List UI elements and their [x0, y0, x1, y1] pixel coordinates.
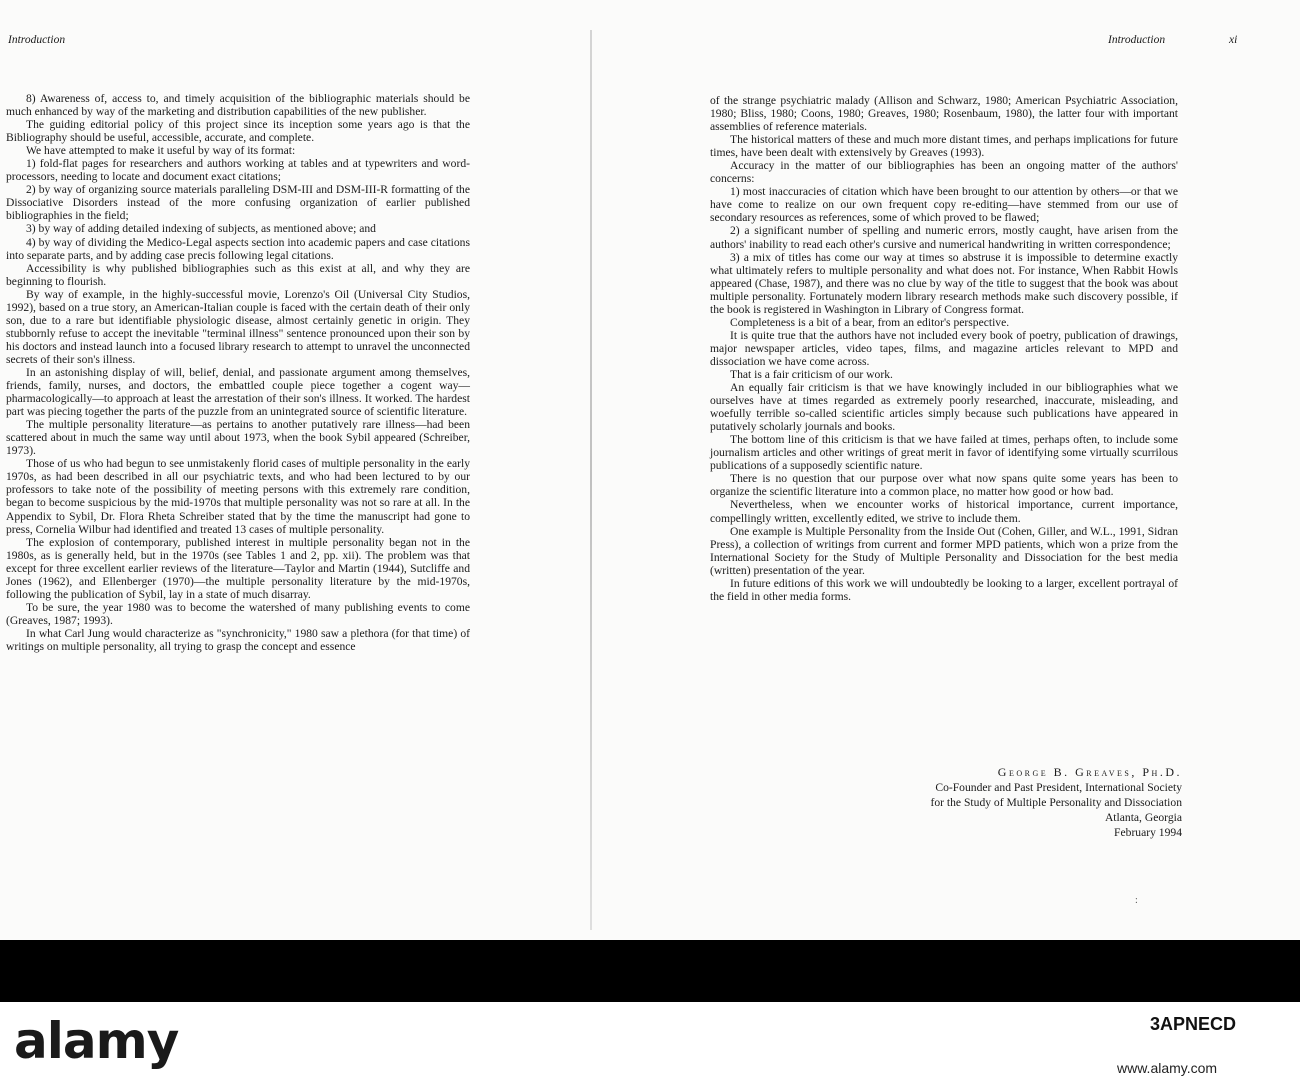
list-item: 4) by way of dividing the Medico-Legal aspects section into academic papers and case citations into separate parts, and by adding case precis following legal citations. — [6, 235, 470, 262]
paragraph: Accessibility is why published bibliographies such as this exist at all, and why they are beginning to flourish. — [6, 261, 470, 288]
author-title-line: Co-Founder and Past President, International Society — [935, 781, 1182, 794]
paragraph: One example is Multiple Personality from the Inside Out (Cohen, Giller, and W.L., 1991, Sidran Press), a collection of writings from current and former MPD patients, which won a prize from the International Society for the Study of Multiple Personality and Dissociation for the best media (written) presentation of the year. — [710, 524, 1178, 577]
image-id: 3APNECD — [1150, 1014, 1237, 1034]
paragraph: In what Carl Jung would characterize as "synchronicity," 1980 saw a plethora (for that time) of writings on multiple personality, all trying to grasp the concept and essence — [6, 626, 470, 653]
paragraph: An equally fair criticism is that we have knowingly included in our bibliographies what we ourselves have at times regarded as extremely poorly researched, inaccurate, misleading, and woefully terrible so-called scientific articles simply because such publications have appeared in putatively scholarly journals and books. — [710, 381, 1178, 434]
paragraph: The historical matters of these and much more distant times, and perhaps implications for future times, have been dealt with extensively by Greaves (1993). — [710, 133, 1178, 160]
paragraph: It is quite true that the authors have not included every book of poetry, publication of drawings, major newspaper articles, video tapes, films, and magazine articles relevant to MPD and dissociation we have come across. — [710, 328, 1178, 368]
paragraph: The guiding editorial policy of this project since its inception some years ago is that the Bibliography should be useful, accessible, accurate, and complete. — [6, 118, 470, 145]
scan-border-band — [0, 940, 1300, 1002]
running-head-left: Introduction — [8, 34, 66, 46]
right-page-text — [710, 94, 1178, 603]
paragraph: Nevertheless, when we encounter works of historical importance, current importance, compellingly written, excellently edited, we strive to include them. — [710, 498, 1178, 525]
author-date: February 1994 — [1114, 826, 1182, 839]
list-item: 1) most inaccuracies of citation which have been brought to our attention by others—or that we have come to realize on our own frequent copy re-editing—have stemmed from our use of secondary resources as references, some of which proved to be flawed; — [710, 185, 1178, 225]
watermark-bar — [0, 1002, 1300, 1089]
paragraph: That is a fair criticism of our work. — [730, 367, 893, 381]
paragraph: Completeness is a bit of a bear, from an editor's perspective. — [730, 315, 1010, 329]
author-city: Atlanta, Georgia — [1104, 811, 1182, 824]
list-item: 2) a significant number of spelling and numeric errors, mostly caught, have arisen from the authors' inability to read each other's cursive and numerical handwriting in written correspondence; — [710, 224, 1178, 251]
paragraph: The explosion of contemporary, published interest in multiple personality began not in the 1980s, as is generally held, but in the 1970s (see Tables 1 and 2, pp. xii). The problem was that except for three excellent earlier reviews of the literature—Taylor and Martin (1944), Sutcliffe and Jones (1962), and Ellenberger (1970)—the multiple personality literature by the mid-1970s, following the publication of Sybil, lay in a state of much disarray. — [6, 535, 470, 601]
paragraph: In future editions of this work we will undoubtedly be looking to a larger, excellent portrayal of the field in other media forms. — [710, 576, 1178, 603]
watermark-url: www.alamy.com — [1117, 1060, 1218, 1076]
author-title-line: for the Study of Multiple Personality and Dissociation — [930, 796, 1182, 809]
list-item: 3) a mix of titles has come our way at times so abstruse it is impossible to determine exactly what ultimately refers to multiple personality and what does not. For instance, When Rabbit Howls appeared (Chase, 1987), and there was no clue by way of the title to suggest that the book was about multiple personality. Fortunately modern library research methods make such discovery possible, if the book is registered in Washington in Library of Congress format. — [710, 250, 1178, 316]
paragraph: There is no question that our purpose over what now spans quite some years has been to organize the scientific literature into a common place, no matter how good or how bad. — [710, 472, 1178, 499]
alamy-logo: alamy — [14, 1012, 179, 1070]
paragraph: Those of us who had begun to see unmistakenly florid cases of multiple personality in the early 1970s, as had been described in all our psychiatric texts, and who had been lectured to by our professors to take note of the possibility of meeting persons with this extremely rare condition, began to become suspicious by the mid-1970s that multiple personality was not so rare at all. In the Appendix to Sybil, Dr. Flora Rheta Schreiber stated that by the time the manuscript had gone to press, Cornelia Wilbur had identified and treated 13 cases of multiple personality. — [6, 457, 470, 536]
page-gutter — [590, 30, 592, 930]
list-item: 2) by way of organizing source materials paralleling DSM-III and DSM-III-R formatting of the Dissociative Disorders instead of the more confusing organization of earlier published bibliographies in the field; — [6, 183, 470, 223]
paragraph: The multiple personality literature—as pertains to another putatively rare illness—had been scattered about in much the same way until about 1973, when the book Sybil appeared (Schreiber, 1973). — [6, 418, 470, 458]
running-head-right: Introduction — [1108, 34, 1166, 46]
paragraph: of the strange psychiatric malady (Allison and Schwarz, 1980; American Psychiatric Association, 1980; Bliss, 1980; Coons, 1980; Greaves, 1980; Rosenbaum, 1980), the latter four with important assemblies of reference materials. — [710, 94, 1178, 134]
paragraph: We have attempted to make it useful by way of its format: — [26, 144, 296, 158]
paragraph: By way of example, in the highly-successful movie, Lorenzo's Oil (Universal City Studios, 1992), based on a true story, an American-Italian couple is faced with the certain death of their only son, due to a rare but identifiable physiologic disease, almost certainly genetic in origin. They stubbornly refuse to accept the inevitable "terminal illness" sentence pronounced upon their son by his doctors and instead launch into a focused library research to attempt to unravel the unconnected secrets of their son's illness. — [6, 287, 470, 366]
paragraph: Accuracy in the matter of our bibliographies has been an ongoing matter of the authors' concerns: — [710, 159, 1178, 186]
stray-mark: : — [1135, 895, 1138, 906]
left-page-text — [6, 92, 470, 653]
signature-block — [860, 765, 1182, 840]
author-name: George B. Greaves, Ph.D. — [997, 765, 1182, 779]
list-item: 3) by way of adding detailed indexing of subjects, as mentioned above; and — [26, 222, 376, 236]
paragraph: In an astonishing display of will, belief, denial, and passionate argument among themselves, friends, family, nurses, and doctors, the embattled couple piece together a cogent way—pharmacologically—to approach at least the arrestation of their son's illness. It worked. The hardest part was piecing together the parts of the puzzle from an unintegrated source of scientific literature. — [6, 365, 470, 419]
list-item: 1) fold-flat pages for researchers and authors working at tables and at typewriters and word-processors, needing to locate and document exact citations; — [6, 157, 470, 184]
paragraph: 8) Awareness of, access to, and timely acquisition of the bibliographic materials should be much enhanced by way of the marketing and distribution capabilities of the new publisher. — [6, 92, 470, 119]
page-number: xi — [1229, 34, 1238, 46]
paragraph: The bottom line of this criticism is that we have failed at times, perhaps often, to include some journalism articles and other writings of great merit in favor of identifying some virtually scurrilous publications of a supposedly scientific nature. — [710, 433, 1178, 473]
paragraph: To be sure, the year 1980 was to become the watershed of many publishing events to come (Greaves, 1987; 1993). — [6, 600, 470, 627]
